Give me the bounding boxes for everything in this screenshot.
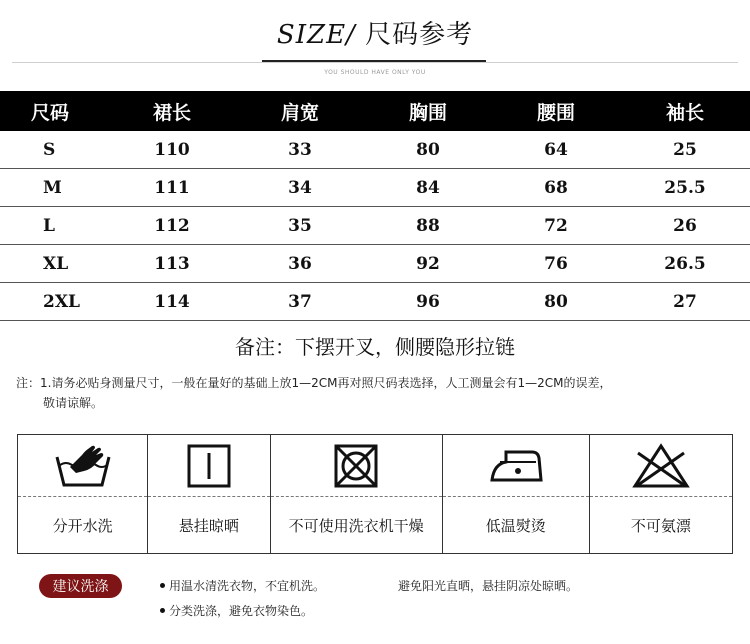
table-row [0, 283, 750, 321]
table-row [0, 131, 750, 169]
table-cell: 64 [492, 131, 620, 169]
care-item [590, 435, 732, 553]
column-header: 肩宽 [236, 91, 364, 131]
page-title [0, 14, 750, 51]
table-cell: 34 [236, 169, 364, 207]
table-cell: 25 [620, 131, 750, 169]
table-cell: 92 [364, 245, 492, 283]
care-instructions [17, 434, 733, 554]
table-cell: 68 [492, 169, 620, 207]
note-line: 敬请谅解。 [43, 396, 104, 410]
column-header: 尺码 [0, 91, 108, 131]
table-cell: 36 [236, 245, 364, 283]
table-cell: S [0, 131, 108, 169]
table-row [0, 169, 750, 207]
care-item [148, 435, 270, 553]
iron-low-icon [443, 435, 589, 496]
column-header: 腰围 [492, 91, 620, 131]
table-cell: 26 [620, 207, 750, 245]
table-cell: XL [0, 245, 108, 283]
table-cell: 114 [108, 283, 236, 321]
bullet-icon [160, 608, 165, 613]
table-cell: 84 [364, 169, 492, 207]
care-label: 不可氨漂 [630, 516, 691, 535]
wash-tip [160, 602, 313, 619]
hang-dry-icon [148, 435, 269, 496]
column-header: 裙长 [108, 91, 236, 131]
column-header: 胸围 [364, 91, 492, 131]
measurement-note [16, 373, 736, 413]
table-cell: 80 [364, 131, 492, 169]
tip-text: 用温水清洗衣物，不宜机洗。 [169, 579, 326, 593]
no-bleach-icon [590, 435, 732, 496]
table-cell: 33 [236, 131, 364, 169]
care-item [18, 435, 148, 553]
care-item [271, 435, 443, 553]
tip-text: 分类洗涤，避免衣物染色。 [169, 604, 314, 618]
hand-wash-icon [18, 435, 147, 496]
wash-advice-badge: 建议洗涤 [39, 574, 122, 598]
table-cell: M [0, 169, 108, 207]
table-row [0, 207, 750, 245]
page-subtitle: YOU SHOULD HAVE ONLY YOU [324, 69, 426, 76]
wash-tip [398, 577, 578, 594]
care-item [443, 435, 590, 553]
no-tumble-dry-icon [271, 435, 442, 496]
table-header-row [0, 91, 750, 131]
table-row [0, 245, 750, 283]
table-cell: 80 [492, 283, 620, 321]
title-en: SIZE/ [276, 20, 356, 50]
care-label: 低温熨烫 [485, 516, 546, 535]
table-cell: 96 [364, 283, 492, 321]
tip-text: 避免阳光直晒，悬挂阴凉处晾晒。 [398, 579, 579, 593]
bullet-icon [160, 583, 165, 588]
size-table [0, 91, 750, 321]
table-cell: 37 [236, 283, 364, 321]
table-cell: 110 [108, 131, 236, 169]
table-cell: 35 [236, 207, 364, 245]
table-cell: L [0, 207, 108, 245]
header-divider [12, 62, 738, 63]
care-label: 分开水洗 [52, 516, 113, 535]
table-cell: 2XL [0, 283, 108, 321]
table-cell: 88 [364, 207, 492, 245]
wash-tip [160, 577, 325, 594]
table-cell: 76 [492, 245, 620, 283]
note-line: 注：1.请务必贴身测量尺寸，一般在量好的基础上放1—2CM再对照尺码表选择，人工测量会有1—2CM的误差， [16, 376, 612, 390]
table-cell: 26.5 [620, 245, 750, 283]
care-label: 不可使用洗衣机干燥 [288, 516, 424, 535]
title-cn: 尺码参考 [355, 20, 474, 50]
table-cell: 72 [492, 207, 620, 245]
remark-text: 备注：下摆开叉，侧腰隐形拉链 [235, 335, 515, 359]
table-cell: 25.5 [620, 169, 750, 207]
table-cell: 113 [108, 245, 236, 283]
column-header: 袖长 [620, 91, 750, 131]
table-cell: 112 [108, 207, 236, 245]
care-label: 悬挂晾晒 [178, 516, 239, 535]
table-cell: 111 [108, 169, 236, 207]
table-cell: 27 [620, 283, 750, 321]
